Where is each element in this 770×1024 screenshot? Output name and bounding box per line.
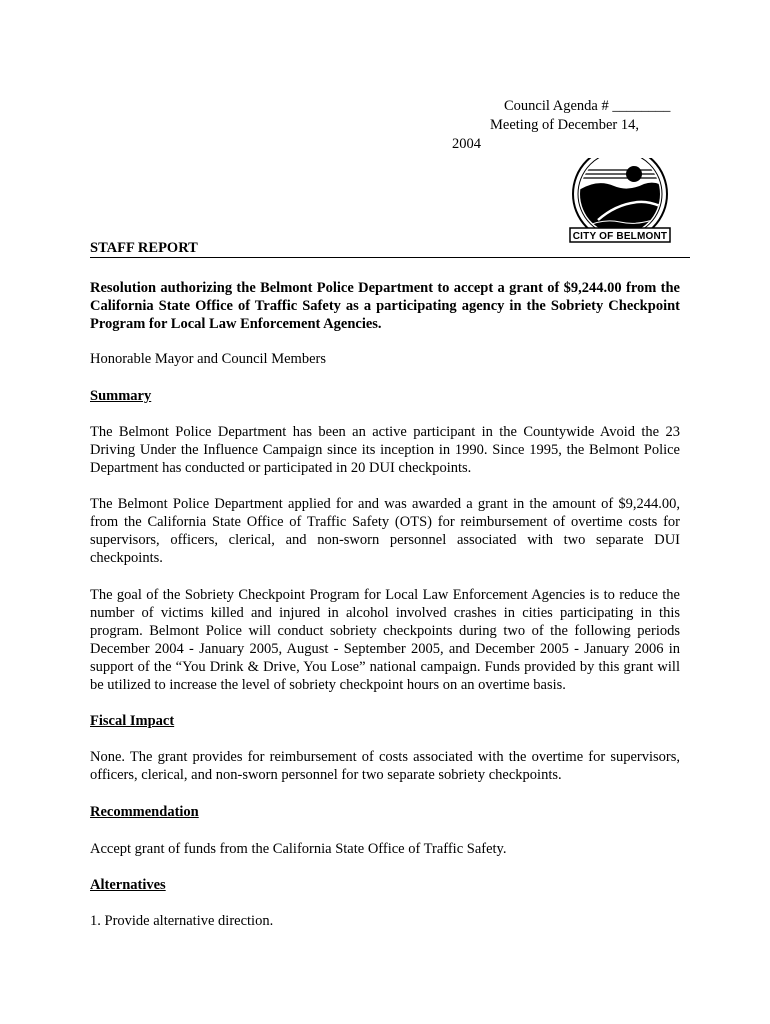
report-title: Resolution authorizing the Belmont Police Department to accept a grant of $9,244.00 from the California State Office of Traffic Safety as a participating agency in the Sobriety Checkpoint Program for Local Law Enforcement Agencies. <box>90 280 680 332</box>
recommendation-paragraph: Accept grant of funds from the California State Office of Traffic Safety. <box>90 841 507 857</box>
city-seal-icon <box>568 158 672 244</box>
recommendation-heading: Recommendation <box>90 804 199 820</box>
agenda-number-line: Council Agenda # ________ <box>504 98 671 114</box>
staff-report-heading: STAFF REPORT <box>90 239 690 258</box>
meeting-year-line: 2004 <box>452 136 481 152</box>
salutation: Honorable Mayor and Council Members <box>90 351 326 367</box>
city-seal-label: CITY OF BELMONT <box>572 231 668 242</box>
fiscal-impact-heading: Fiscal Impact <box>90 713 175 729</box>
summary-paragraph-1: The Belmont Police Department has been an active participant in the Countywide Avoid the 23 Driving Under the Influence Campaign since its inception in 1990. Since 1995, the Belmont Police Department has conducted or participated in 20 DUI checkpoints. <box>90 424 680 476</box>
alternative-item-1: 1. Provide alternative direction. <box>90 913 274 929</box>
summary-paragraph-3: The goal of the Sobriety Checkpoint Program for Local Law Enforcement Agencies is to reduce the number of victims killed and injured in alcohol involved crashes in cities participating in this program. Belmont Police will conduct sobriety checkpoints during two of the following periods December 2004 - January 2005, August - September 2005, and December 2005 - January 2006 in support of the “You Drink & Drive, You Lose” national campaign. Funds provided by this grant will be utilized to increase the level of sobriety checkpoint hours on an overtime basis. <box>90 587 680 693</box>
alternatives-heading: Alternatives <box>90 877 166 893</box>
agenda-header <box>440 97 690 154</box>
summary-paragraph-2: The Belmont Police Department applied for and was awarded a grant in the amount of $9,244.00, from the California State Office of Traffic Safety (OTS) for reimbursement of overtime costs for supervisors, officers, clerical, and non-sworn personnel associated with two separate DUI checkpoints. <box>90 496 680 566</box>
fiscal-impact-paragraph: None. The grant provides for reimbursement of costs associated with the overtime for supervisors, officers, clerical, and non-sworn personnel for two separate sobriety checkpoints. <box>90 749 680 783</box>
meeting-date-line: Meeting of December 14, <box>490 117 639 133</box>
summary-heading: Summary <box>90 388 152 404</box>
